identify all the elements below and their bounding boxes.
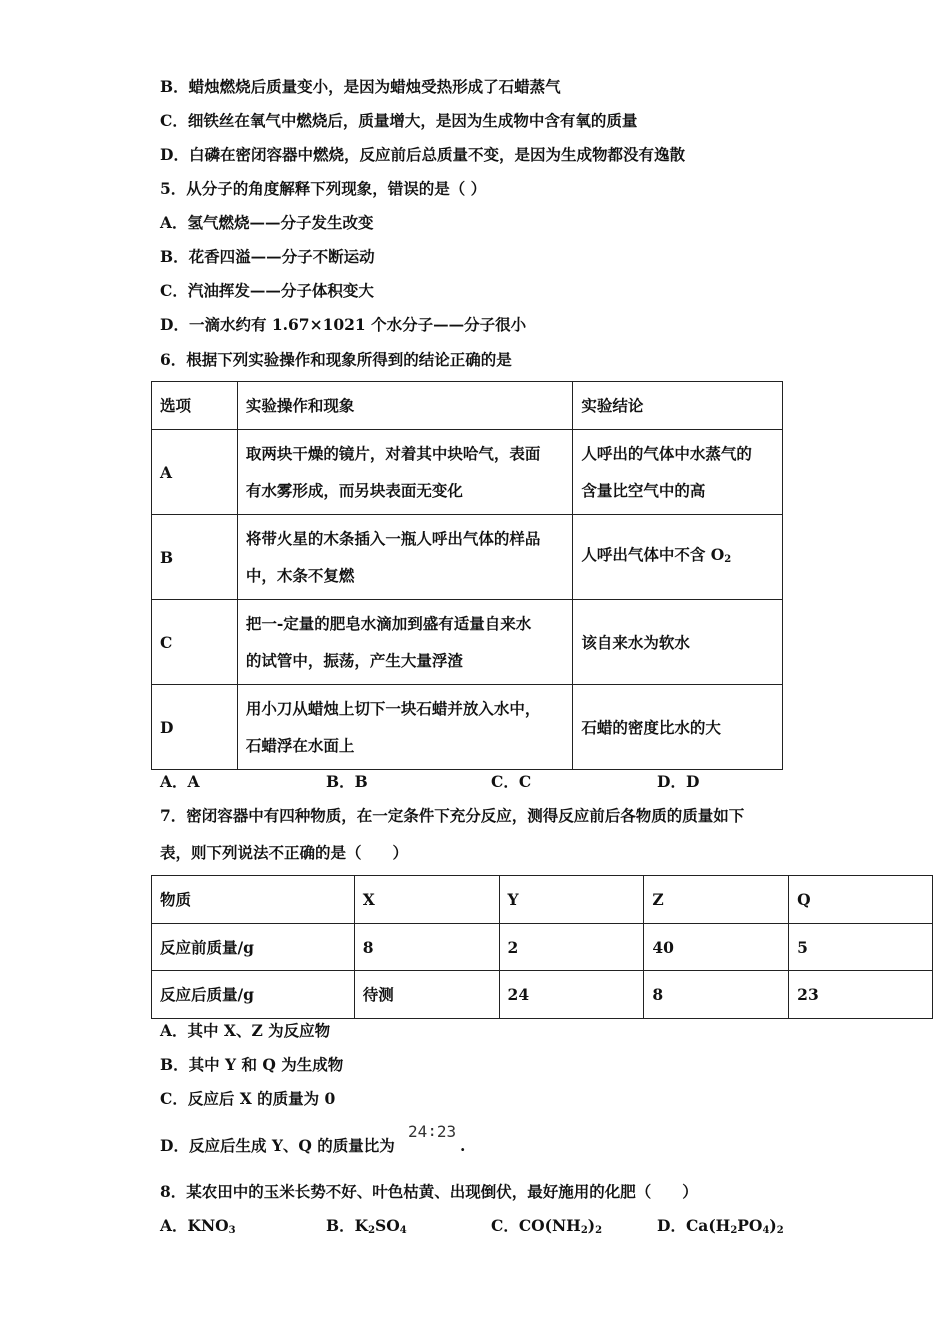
q7-cell: Z: [644, 876, 789, 924]
q6-header-operation: 实验操作和现象: [237, 382, 572, 430]
q6-choice-c: C．C: [491, 772, 532, 791]
q6-row-option: A: [152, 430, 238, 515]
q7-cell: 5: [789, 924, 933, 971]
q7-stem-line1: 7．密闭容器中有四种物质，在一定条件下充分反应，测得反应前后各物质的质量如下: [160, 806, 745, 825]
q7-cell: 2: [499, 924, 644, 971]
q6-row-conclusion: 该自来水为软水: [573, 600, 783, 685]
q6-choice-d: D．D: [657, 772, 700, 791]
q7-cell: 8: [644, 971, 789, 1019]
q6-row-option: C: [152, 600, 238, 685]
q8-stem: 8．某农田中的玉米长势不好、叶色枯黄、出现倒伏，最好施用的化肥（ ）: [160, 1182, 698, 1201]
q6-table: [151, 381, 783, 770]
q8-option-c: C．$CO(NH_2)_2$: [491, 1216, 603, 1236]
q7-cell: 物质: [152, 876, 355, 924]
q7-stem-line2: 表，则下列说法不正确的是（ ）: [160, 843, 409, 862]
q7-cell: 反应前质量/g: [152, 924, 355, 971]
q7-header-row: [152, 876, 933, 924]
q4-option-d: D．白磷在密闭容器中燃烧，反应前后总质量不变，是因为生成物都没有逸散: [160, 145, 685, 164]
q7-table: [151, 875, 933, 1019]
q7-cell: Q: [789, 876, 933, 924]
q6-row-conclusion: 石蜡的密度比水的大: [573, 685, 783, 770]
q7-before-row: [152, 924, 933, 971]
q5-option-b: B．花香四溢——分子不断运动: [160, 247, 375, 266]
q6-row-conclusion: 人呼出气体中不含 $O_2$: [573, 515, 783, 600]
q6-row-operation: 用小刀从蜡烛上切下一块石蜡并放入水中， 石蜡浮在水面上: [237, 685, 572, 770]
q6-header-option: 选项: [152, 382, 238, 430]
q6-row-a: [152, 430, 783, 515]
q7-cell: 40: [644, 924, 789, 971]
q6-stem: 6．根据下列实验操作和现象所得到的结论正确的是: [160, 350, 512, 369]
q7-period: .: [460, 1136, 466, 1155]
q8-option-b: B．$K_2SO_4$: [326, 1216, 407, 1236]
q7-ratio: 24∶23: [408, 1122, 457, 1141]
q6-row-c: [152, 600, 783, 685]
q7-cell: X: [354, 876, 499, 924]
q6-row-b: [152, 515, 783, 600]
q6-row-conclusion: 人呼出的气体中水蒸气的 含量比空气中的高: [573, 430, 783, 515]
q6-header-row: [152, 382, 783, 430]
q7-cell: 24: [499, 971, 644, 1019]
q7-cell: 23: [789, 971, 933, 1019]
q6-row-operation: 把一-定量的肥皂水滴加到盛有适量自来水 的试管中，振荡，产生大量浮渣: [237, 600, 572, 685]
q4-option-c: C．细铁丝在氧气中燃烧后，质量增大，是因为生成物中含有氧的质量: [160, 111, 638, 130]
q6-header-conclusion: 实验结论: [573, 382, 783, 430]
q7-option-b: B．其中 Y 和 Q 为生成物: [160, 1055, 344, 1074]
q8-option-a: A．$KNO_3$: [160, 1216, 236, 1236]
q6-row-d: [152, 685, 783, 770]
q7-cell: 待测: [354, 971, 499, 1019]
q7-cell: Y: [499, 876, 644, 924]
q6-row-option: D: [152, 685, 238, 770]
q6-row-option: B: [152, 515, 238, 600]
q6-choice-b: B．B: [326, 772, 368, 791]
q7-after-row: [152, 971, 933, 1019]
q7-cell: 反应后质量/g: [152, 971, 355, 1019]
q5-option-c: C．汽油挥发——分子体积变大: [160, 281, 374, 300]
q7-option-a: A．其中 X、Z 为反应物: [160, 1021, 331, 1040]
q5-stem: 5．从分子的角度解释下列现象，错误的是（ ）: [160, 179, 487, 198]
q6-row-operation: 取两块干燥的镜片，对着其中块哈气，表面 有水雾形成，而另块表面无变化: [237, 430, 572, 515]
q7-option-d: D．反应后生成 Y、Q 的质量比为: [160, 1136, 395, 1155]
q6-row-operation: 将带火星的木条插入一瓶人呼出气体的样品 中，木条不复燃: [237, 515, 572, 600]
q7-cell: 8: [354, 924, 499, 971]
q6-choice-a: A．A: [160, 772, 200, 791]
q8-option-d: D．$Ca(H_2PO_4)_2$: [657, 1216, 784, 1236]
q5-option-d: D．一滴水约有 1.67×1021 个水分子——分子很小: [160, 315, 527, 334]
q7-option-c: C．反应后 X 的质量为 0: [160, 1089, 336, 1108]
q4-option-b: B．蜡烛燃烧后质量变小，是因为蜡烛受热形成了石蜡蒸气: [160, 77, 561, 96]
q5-option-a: A．氢气燃烧——分子发生改变: [160, 213, 374, 232]
